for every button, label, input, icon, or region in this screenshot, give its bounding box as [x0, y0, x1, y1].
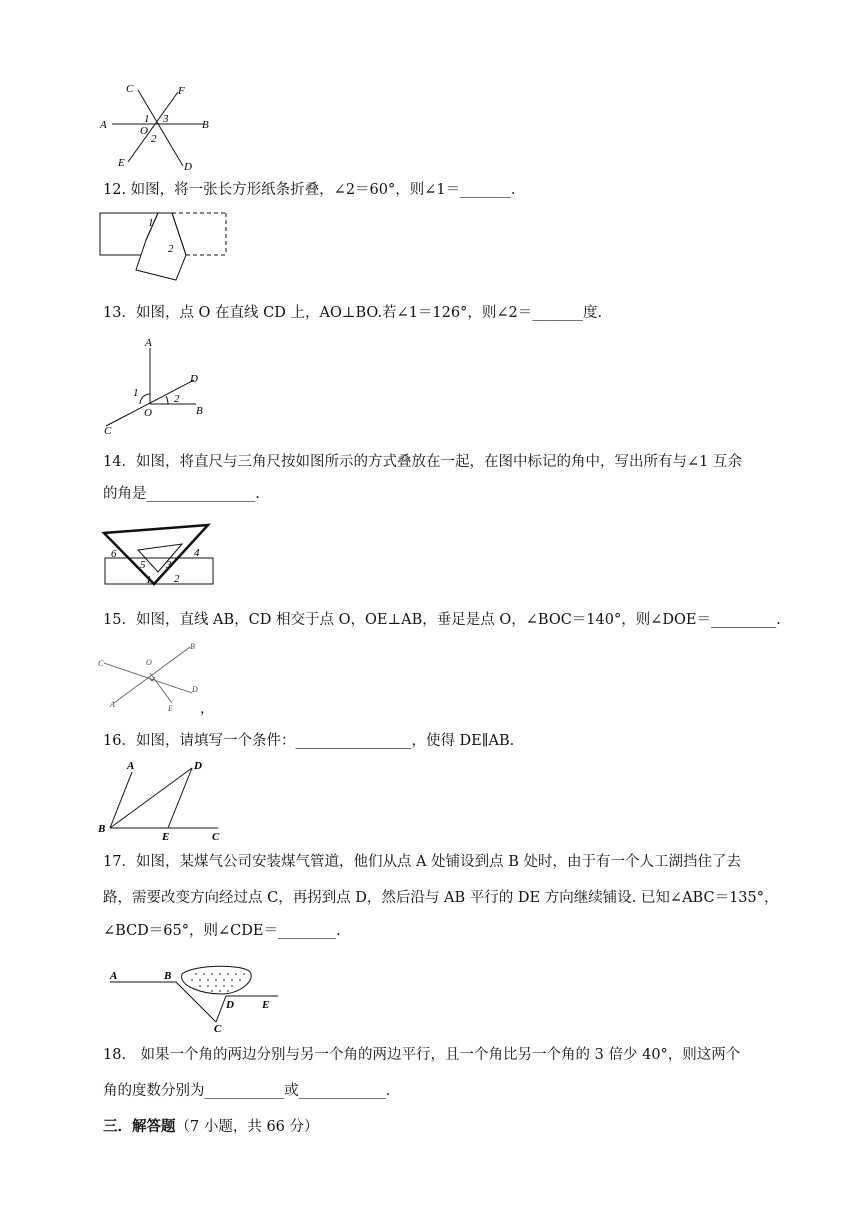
fig14-ruler-triangle-diagram: [100, 520, 218, 588]
fig12-label-1: 1: [148, 217, 154, 229]
fig11-label-f: F: [178, 85, 185, 97]
fig11-label-3: 3: [163, 113, 169, 125]
fig15-label-e: E: [168, 704, 173, 713]
fig16-label-a: A: [127, 760, 135, 772]
fig15-label-c: C: [98, 659, 104, 668]
question-17-line-2: 路，需要改变方向经过点 C，再拐到点 D，然后沿与 AB 平行的 DE 方向继续铺设. 已知∠ABC＝135°，: [103, 890, 779, 906]
question-14-line-1: 14．如图，将直尺与三角尺按如图所示的方式叠放在一起，在图中标记的角中，写出所有与∠1 互余: [103, 454, 742, 470]
question-15: 15．如图，直线 AB，CD 相交于点 O，OE⊥AB，垂足是点 O，∠BOC＝140°，则∠DOE＝_________.: [103, 612, 781, 628]
fig13-label-b: B: [196, 405, 203, 417]
section-3-note: （7 小题，共 66 分）: [175, 1119, 319, 1135]
fig11-label-c: C: [126, 83, 134, 95]
fig11-label-e: E: [118, 157, 125, 169]
fig16-label-e: E: [162, 831, 170, 843]
fig14-label-4: 4: [194, 547, 200, 559]
question-14-line-2: 的角是_______________.: [103, 486, 260, 502]
section-3-heading: [103, 1117, 319, 1137]
question-18-line-2: 角的度数分别为___________或____________.: [103, 1083, 391, 1099]
fig15-label-d: D: [192, 685, 198, 694]
question-17-line-1: 17．如图，某煤气公司安装煤气管道，他们从点 A 处铺设到点 B 处时，由于有一个人工湖挡住了去: [103, 854, 742, 870]
fig15-label-b: B: [190, 642, 195, 651]
fig11-label-1: 1: [144, 113, 150, 125]
fig14-label-5: 5: [140, 559, 146, 571]
fig14-label-2: 2: [174, 573, 180, 585]
fig17-label-e: E: [262, 999, 270, 1011]
fig14-label-3: 3: [166, 559, 172, 571]
fig14-label-1: 1: [146, 574, 152, 586]
fig11-intersecting-lines-diagram: [98, 80, 218, 172]
fig17-label-a: A: [110, 970, 118, 982]
question-17-line-3: ∠BCD＝65°，则∠CDE＝________.: [103, 923, 341, 939]
fig15-label-a: A: [110, 700, 115, 709]
fig11-label-o: O: [140, 125, 148, 137]
fig12-folded-strip-diagram: [98, 210, 230, 288]
fig13-label-o: O: [144, 407, 152, 419]
fig16-label-c: C: [212, 831, 220, 843]
fig13-label-1: 1: [133, 387, 139, 399]
fig16-parallel-lines-diagram: [96, 760, 226, 842]
fig17-label-d: D: [226, 999, 234, 1011]
fig16-label-b: B: [98, 823, 106, 835]
question-12: 12. 如图，将一张长方形纸条折叠，∠2＝60°，则∠1＝_______.: [103, 182, 516, 198]
fig11-label-d: D: [184, 161, 192, 173]
question-15-trailing-comma: ，: [200, 701, 214, 717]
fig13-label-d: D: [190, 373, 198, 385]
fig12-label-2: 2: [168, 243, 174, 255]
fig13-label-c: C: [104, 425, 112, 437]
section-3-title: 三．解答题: [103, 1118, 176, 1135]
fig17-label-b: B: [164, 970, 172, 982]
fig11-label-a: A: [100, 119, 107, 131]
question-18-line-1: 18. 如果一个角的两边分别与另一个角的两边平行，且一个角比另一个角的 3 倍少 40°，则这两个: [103, 1047, 741, 1063]
fig15-label-o: O: [146, 658, 152, 667]
fig17-gas-pipeline-diagram: [104, 962, 280, 1034]
fig13-label-a: A: [145, 337, 152, 349]
fig11-label-b: B: [202, 119, 209, 131]
fig15-intersecting-lines-diagram: [98, 641, 208, 717]
question-16: 16．如图，请填写一个条件：________________，使得 DE∥AB.: [103, 733, 515, 749]
fig13-label-2: 2: [174, 393, 180, 405]
fig13-perpendicular-diagram: [100, 334, 212, 436]
fig14-label-6: 6: [111, 548, 117, 560]
question-13: 13．如图，点 O 在直线 CD 上，AO⊥BO.若∠1＝126°，则∠2＝_______度.: [103, 305, 603, 321]
fig16-label-d: D: [194, 760, 202, 772]
fig17-label-c: C: [214, 1023, 222, 1035]
fig11-label-2: 2: [151, 133, 157, 145]
